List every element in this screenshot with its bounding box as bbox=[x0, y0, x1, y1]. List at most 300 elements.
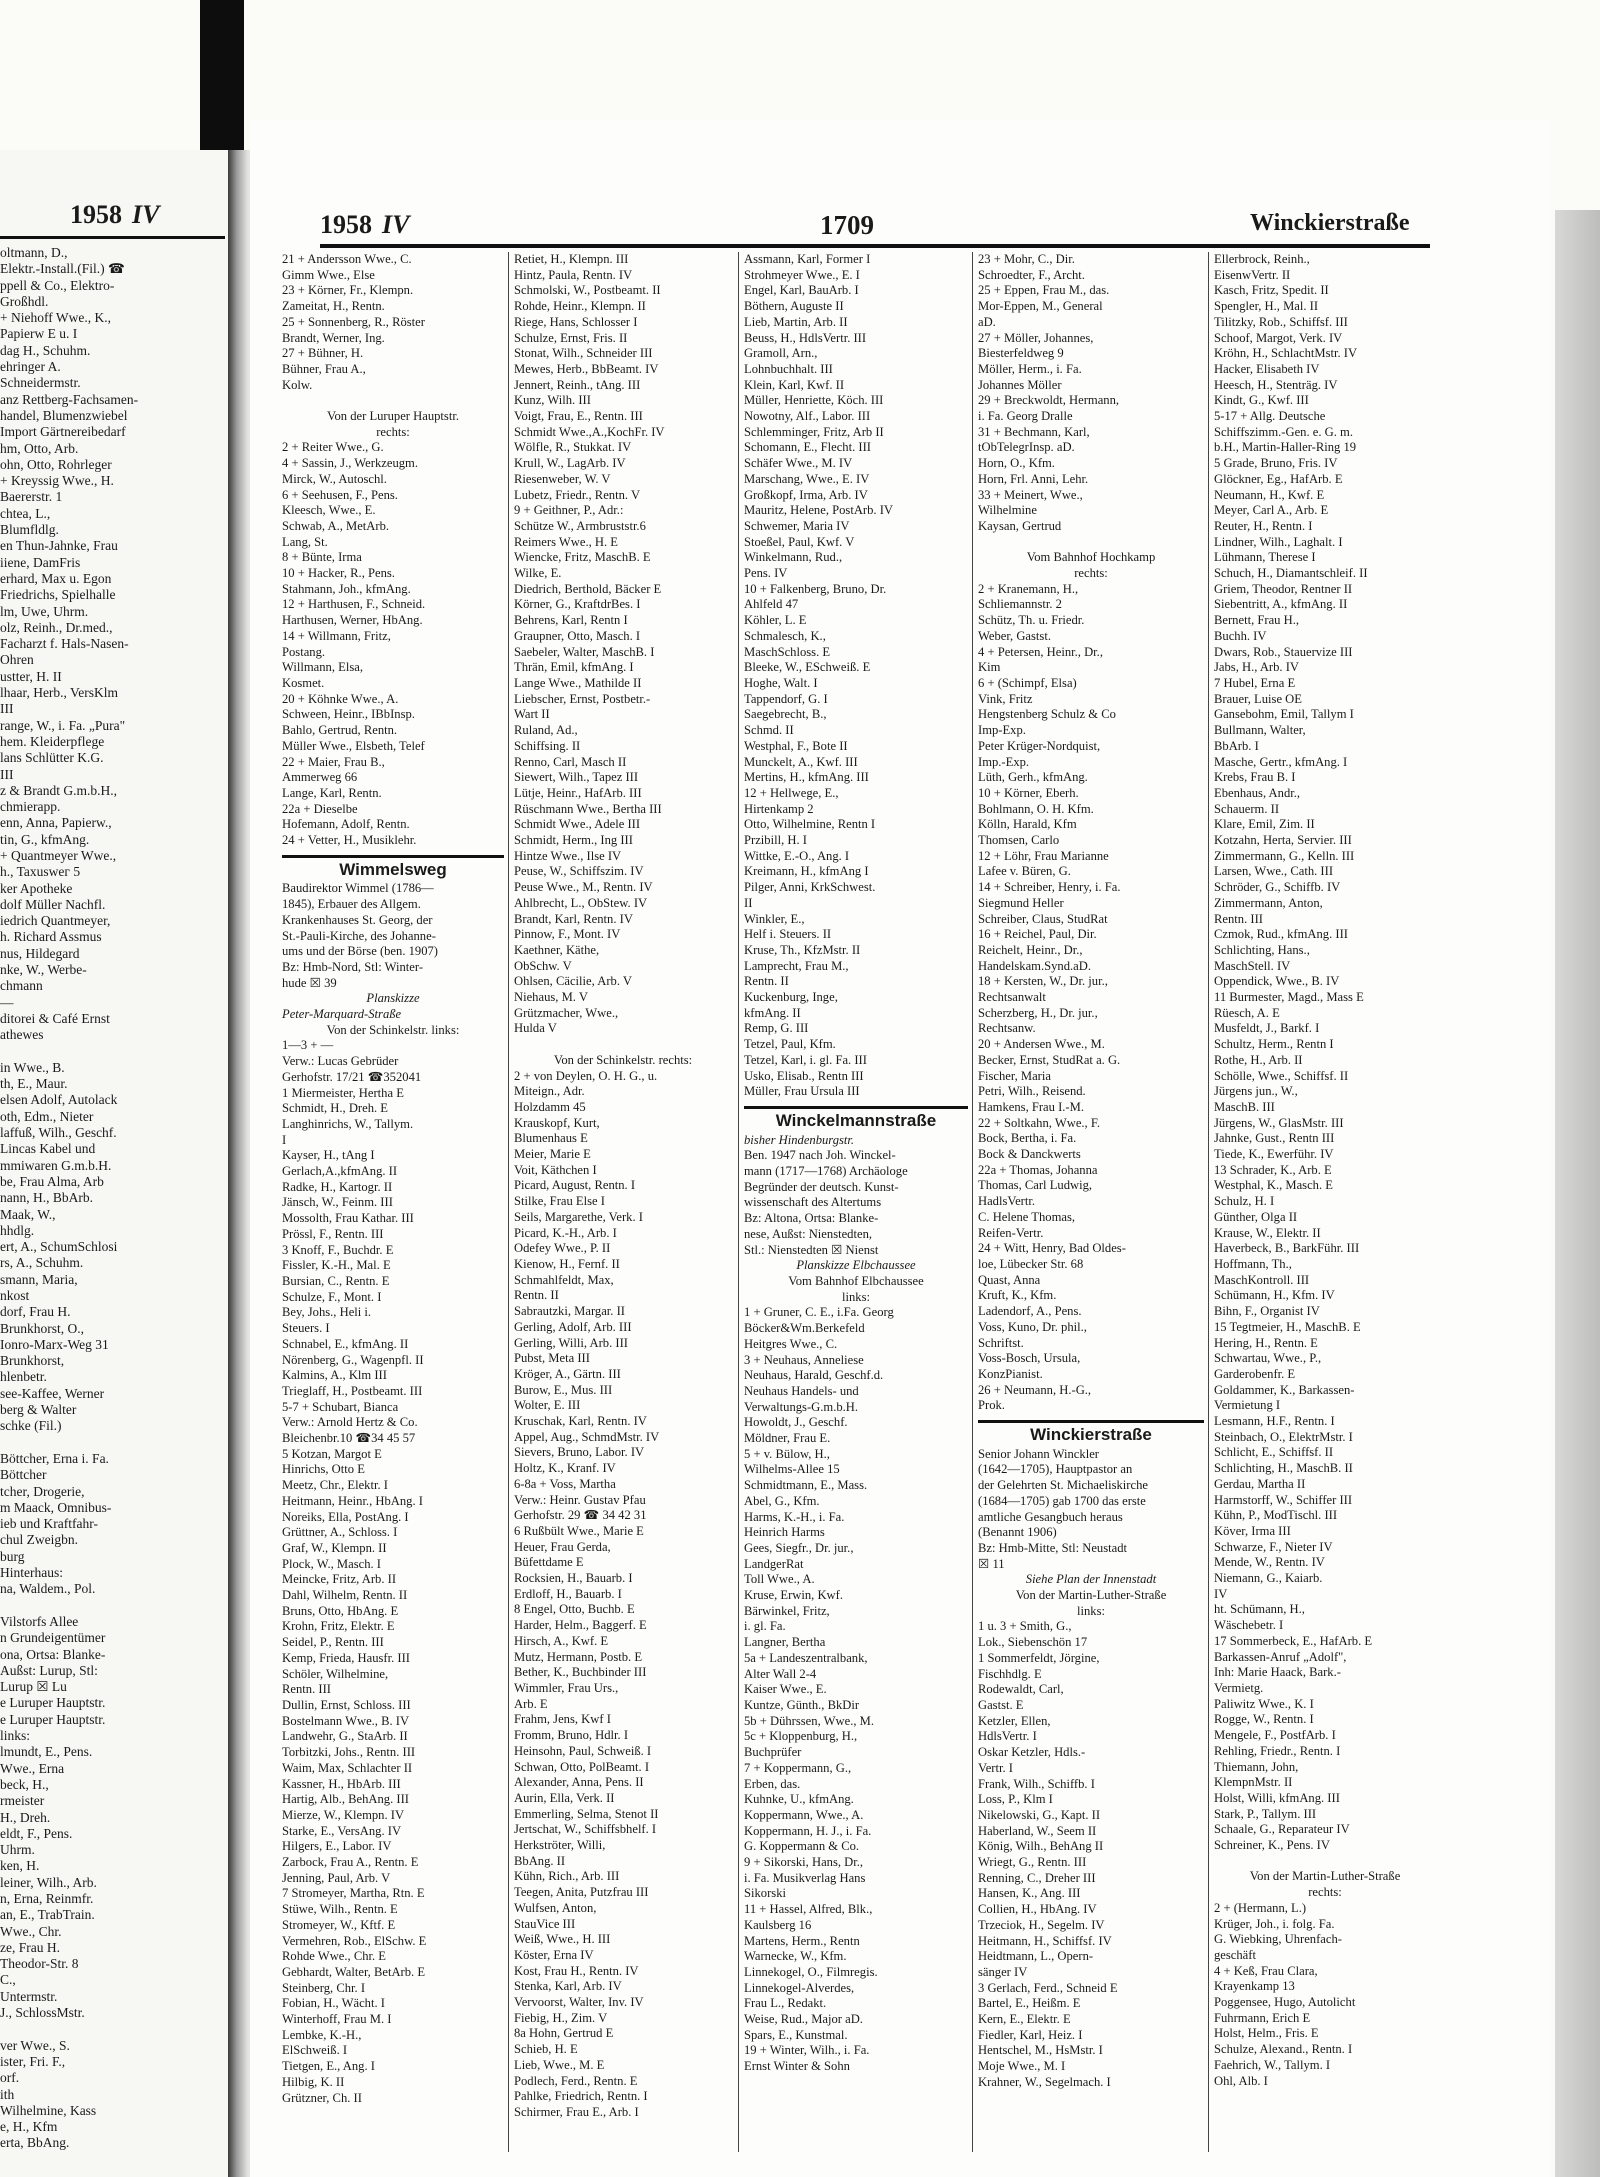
directory-entry: Wimmler, Frau Urs., bbox=[514, 1680, 619, 1695]
bookmark-ribbon bbox=[200, 0, 244, 150]
left-page-line: dorf, Frau H. bbox=[0, 1304, 71, 1320]
left-page-line: tin, G., kfmAng. bbox=[0, 831, 90, 847]
directory-entry: Reichelt, Heinr., Dr., bbox=[978, 942, 1083, 957]
left-page-line: nann, H., BbArb. bbox=[0, 1190, 93, 1206]
directory-entry: Wilhelmine bbox=[978, 503, 1037, 518]
directory-entry: Brandt, Werner, Ing. bbox=[282, 330, 385, 345]
directory-entry: rechts: bbox=[1074, 566, 1108, 581]
directory-entry: Schmd. II bbox=[744, 723, 794, 738]
directory-entry: Schäfer Wwe., M. IV bbox=[744, 456, 853, 471]
directory-entry: Gerhofstr. 29 ☎ 34 42 31 bbox=[514, 1508, 647, 1523]
left-page-line: h. Richard Assmus bbox=[0, 929, 102, 945]
directory-entry: Kruse, Erwin, Kwf. bbox=[744, 1588, 843, 1603]
directory-entry: Weiß, Wwe., H. III bbox=[514, 1932, 611, 1947]
directory-entry: Bostelmann Wwe., B. IV bbox=[282, 1713, 410, 1728]
directory-entry: Schwab, A., MetArb. bbox=[282, 518, 390, 533]
directory-entry: Rothe, H., Arb. II bbox=[1214, 1052, 1303, 1067]
directory-entry: Schümann, H., Kfm. IV bbox=[1214, 1288, 1335, 1303]
directory-entry: Siewert, Wilh., Tapez III bbox=[514, 770, 639, 785]
directory-entry: 16 + Reichel, Paul, Dir. bbox=[978, 927, 1097, 942]
directory-entry: Krankenhauses St. Georg, der bbox=[282, 912, 433, 927]
directory-entry: Bleichenbr.10 ☎34 45 57 bbox=[282, 1431, 416, 1446]
left-page-line: Facharzt f. Hals-Nasen- bbox=[0, 636, 129, 652]
directory-entry: 22 + Maier, Frau B., bbox=[282, 754, 385, 769]
directory-entry: Dullin, Ernst, Schloss. III bbox=[282, 1697, 411, 1712]
directory-entry: Buchh. IV bbox=[1214, 628, 1267, 643]
directory-entry: Jürgens, W., GlasMstr. III bbox=[1214, 1115, 1344, 1130]
left-page-column bbox=[0, 245, 226, 2175]
directory-entry: Kuhnke, U., kfmAng. bbox=[744, 1792, 854, 1807]
directory-entry: Thomas, Carl Ludwig, bbox=[978, 1178, 1093, 1193]
directory-entry: Ebenhaus, Andr., bbox=[1214, 785, 1301, 800]
directory-entry: Gastst. E bbox=[978, 1697, 1024, 1712]
directory-entry: Schütz, Th. u. Friedr. bbox=[978, 613, 1085, 628]
directory-entry: Kaethner, Käthe, bbox=[514, 942, 600, 957]
directory-entry: 6 + (Schimpf, Elsa) bbox=[978, 675, 1077, 690]
directory-entry: Arb. E bbox=[514, 1696, 548, 1711]
left-page-line: eldt, F., Pens. bbox=[0, 1825, 73, 1841]
left-page-line: athewes bbox=[0, 1027, 44, 1043]
directory-entry: Sievers, Bruno, Labor. IV bbox=[514, 1445, 645, 1460]
directory-entry: Kotzahn, Herta, Servier. III bbox=[1214, 833, 1352, 848]
directory-entry: Bihn, F., Organist IV bbox=[1214, 1304, 1320, 1319]
directory-entry: Fissler, K.-H., Mal. E bbox=[282, 1258, 391, 1273]
left-page-line: in Wwe., B. bbox=[0, 1059, 65, 1075]
directory-entry: i. Fa. Musikverlag Hans bbox=[744, 1870, 866, 1885]
directory-entry: Baudirektor Wimmel (1786— bbox=[282, 881, 434, 896]
directory-entry: Krebs, Frau B. I bbox=[1214, 770, 1296, 785]
left-page-line: H., Dreh. bbox=[0, 1809, 51, 1825]
left-page-line: lmundt, E., Pens. bbox=[0, 1744, 93, 1760]
directory-entry: Müller, Henriette, Köch. III bbox=[744, 393, 884, 408]
directory-entry: Mutz, Hermann, Postb. E bbox=[514, 1649, 643, 1664]
directory-entry: 10 + Hacker, R., Pens. bbox=[282, 566, 395, 581]
directory-entry: ElSchweiß. I bbox=[282, 2043, 348, 2058]
directory-entry: Krull, W., LagArb. IV bbox=[514, 456, 626, 471]
directory-entry: Vink, Fritz bbox=[978, 691, 1033, 706]
directory-entry: Lütje, Heinr., HafArb. III bbox=[514, 785, 642, 800]
directory-entry: Hofemann, Adolf, Rentn. bbox=[282, 817, 410, 832]
directory-entry: 23 + Körner, Fr., Klempn. bbox=[282, 283, 414, 298]
directory-entry: Erdloff, H., Bauarb. I bbox=[514, 1586, 622, 1601]
directory-entry: Stromeyer, W., Kftf. E bbox=[282, 1917, 396, 1932]
left-page-line: en Thun-Jahnke, Frau bbox=[0, 538, 118, 554]
directory-entry: (Benannt 1906) bbox=[978, 1525, 1057, 1540]
directory-entry: Quast, Anna bbox=[978, 1272, 1041, 1287]
directory-entry: 24 + Vetter, H., Musiklehr. bbox=[282, 833, 417, 848]
directory-entry: Lafee v. Büren, G. bbox=[978, 864, 1071, 879]
directory-entry: Schlicht, E., Schiffsf. II bbox=[1214, 1445, 1334, 1460]
directory-entry: Grüttner, A., Schloss. I bbox=[282, 1525, 398, 1540]
directory-entry: 5b + Dührssen, Wwe., M. bbox=[744, 1713, 874, 1728]
directory-entry: Tetzel, Karl, i. gl. Fa. III bbox=[744, 1052, 867, 1067]
directory-entry: Voigt, Frau, E., Rentn. III bbox=[514, 409, 643, 424]
directory-entry: Gimm Wwe., Else bbox=[282, 267, 375, 282]
left-page-line: mmiwaren G.m.b.H. bbox=[0, 1157, 112, 1173]
directory-entry: Kosmet. bbox=[282, 675, 325, 690]
directory-entry: Hintz, Paula, Rentn. IV bbox=[514, 267, 633, 282]
directory-entry: Stilke, Frau Else I bbox=[514, 1194, 605, 1209]
directory-entry: Neuhaus, Harald, Geschf.d. bbox=[744, 1368, 884, 1383]
directory-entry: der Gelehrten St. Michaeliskirche bbox=[978, 1478, 1148, 1493]
directory-entry: Gerdau, Martha II bbox=[1214, 1476, 1306, 1491]
left-page-line: Ionro-Marx-Weg 31 bbox=[0, 1336, 109, 1352]
left-page-rule bbox=[0, 236, 225, 239]
directory-entry: Büfettdame E bbox=[514, 1555, 584, 1570]
directory-entry: 27 + Möller, Johannes, bbox=[978, 330, 1094, 345]
directory-entry: Poggensee, Hugo, Autolicht bbox=[1214, 1995, 1356, 2010]
directory-entry: Kruft, K., Kfm. bbox=[978, 1288, 1057, 1303]
left-page-line: ister, Fri. F., bbox=[0, 2053, 66, 2069]
directory-entry: Bruns, Otto, HbAng. E bbox=[282, 1603, 399, 1618]
directory-entry: Frank, Wilh., Schiffb. I bbox=[978, 1776, 1095, 1791]
directory-entry: Dahl, Wilhelm, Rentn. II bbox=[282, 1588, 408, 1603]
directory-entry: Mor-Eppen, M., General bbox=[978, 299, 1103, 314]
directory-column-5 bbox=[1214, 252, 1436, 2172]
directory-entry: Bohlmann, O. H. Kfm. bbox=[978, 801, 1094, 816]
directory-entry: Jürgens jun., W., bbox=[1214, 1084, 1298, 1099]
directory-entry: (1642—1705), Hauptpastor an bbox=[978, 1462, 1133, 1477]
left-page-line: Ohren bbox=[0, 652, 34, 668]
directory-entry: Schmalesch, K., bbox=[744, 628, 826, 643]
directory-entry: Siebentritt, A., kfmAng. II bbox=[1214, 597, 1348, 612]
directory-entry: Renning, C., Dreher III bbox=[978, 1870, 1096, 1885]
directory-entry: Gebhardt, Walter, BetArb. E bbox=[282, 1964, 426, 1979]
directory-entry: Postang. bbox=[282, 644, 326, 659]
directory-entry: Goldammer, K., Barkassen- bbox=[1214, 1382, 1355, 1397]
directory-entry: Krauskopf, Kurt, bbox=[514, 1115, 600, 1130]
directory-entry: Voss-Bosch, Ursula, bbox=[978, 1351, 1081, 1366]
left-page-line: links: bbox=[0, 1728, 31, 1744]
directory-entry: Krause, W., Elektr. II bbox=[1214, 1225, 1321, 1240]
directory-entry: MaschStell. IV bbox=[1214, 958, 1291, 973]
directory-entry: Weise, Rud., Major aD. bbox=[744, 2012, 863, 2027]
directory-entry: Schnabel, E., kfmAng. II bbox=[282, 1336, 409, 1351]
directory-entry: Tietgen, E., Ang. I bbox=[282, 2059, 375, 2074]
directory-entry: Inh: Marie Haack, Bark.- bbox=[1214, 1665, 1341, 1680]
directory-entry: Westphal, K., Masch. E bbox=[1214, 1178, 1333, 1193]
left-page-line: nke, W., Werbe- bbox=[0, 962, 87, 978]
directory-entry: Lubetz, Friedr., Rentn. V bbox=[514, 487, 641, 502]
directory-entry: Lüth, Gerh., kfmAng. bbox=[978, 770, 1088, 785]
left-page-line: iiene, DamFris bbox=[0, 554, 81, 570]
directory-entry: Rentn. III bbox=[282, 1682, 331, 1697]
directory-entry: Meincke, Fritz, Arb. II bbox=[282, 1572, 397, 1587]
directory-entry: Bärwinkel, Fritz, bbox=[744, 1603, 830, 1618]
directory-entry: Peuse, W., Schiffszim. IV bbox=[514, 864, 644, 879]
directory-entry: 10 + Körner, Eberh. bbox=[978, 785, 1079, 800]
directory-entry: Alter Wall 2-4 bbox=[744, 1666, 817, 1681]
directory-entry: Ernst Winter & Sohn bbox=[744, 2059, 850, 2074]
left-page-volume: IV bbox=[132, 200, 160, 229]
directory-entry: Senior Johann Winckler bbox=[978, 1446, 1099, 1461]
directory-entry: Möller, Herm., i. Fa. bbox=[978, 361, 1082, 376]
directory-entry: 33 + Meinert, Wwe., bbox=[978, 487, 1083, 502]
directory-entry: Vertr. I bbox=[978, 1760, 1013, 1775]
left-page-line: rs, A., Schuhm. bbox=[0, 1255, 84, 1271]
directory-entry: I bbox=[282, 1132, 287, 1147]
directory-entry: Neuhaus Handels- und bbox=[744, 1383, 859, 1398]
left-page-line: ith bbox=[0, 2086, 15, 2102]
directory-entry: Schiffsing. II bbox=[514, 738, 581, 753]
directory-entry: Gees, Siegfr., Dr. jur., bbox=[744, 1540, 854, 1555]
directory-entry: Kuckenburg, Inge, bbox=[744, 990, 838, 1005]
directory-entry: Fiedler, Karl, Heiz. I bbox=[978, 2027, 1083, 2042]
directory-entry: Mende, W., Rentn. IV bbox=[1214, 1555, 1325, 1570]
directory-entry: Meier, Marie E bbox=[514, 1147, 591, 1162]
left-page-line bbox=[0, 1435, 226, 1451]
directory-entry: 25 + Eppen, Frau M., das. bbox=[978, 283, 1110, 298]
directory-entry: 1 Miermeister, Hertha E bbox=[282, 1085, 404, 1100]
directory-entry: Bether, K., Buchbinder III bbox=[514, 1665, 647, 1680]
directory-entry: Lange, Karl, Rentn. bbox=[282, 785, 382, 800]
directory-entry: Kern, E., Elektr. E bbox=[978, 2012, 1071, 2027]
directory-entry: Riesenweber, W. V bbox=[514, 471, 611, 486]
directory-entry: Mewes, Herb., BbBeamt. IV bbox=[514, 361, 659, 376]
directory-entry: Gerlach,A.,kfmAng. II bbox=[282, 1164, 398, 1179]
directory-entry: BbAng. II bbox=[514, 1853, 566, 1868]
left-page-line: Außst: Lurup, Stl: bbox=[0, 1662, 98, 1678]
directory-entry: Kaysan, Gertrud bbox=[978, 518, 1062, 533]
directory-entry: 5 + v. Bülow, H., bbox=[744, 1446, 830, 1461]
directory-entry: 6-8a + Voss, Martha bbox=[514, 1476, 616, 1491]
directory-entry: Hansen, K., Ang. III bbox=[978, 1886, 1081, 1901]
left-page-line: ver Wwe., S. bbox=[0, 2037, 70, 2053]
left-page-line: Hinterhaus: bbox=[0, 1565, 63, 1581]
left-page-line: burg bbox=[0, 1548, 25, 1564]
directory-entry: i. gl. Fa. bbox=[744, 1619, 786, 1634]
directory-entry: Willmann, Elsa, bbox=[282, 660, 363, 675]
directory-entry: Ahlbrecht, L., ObStew. IV bbox=[514, 895, 648, 910]
directory-entry: Schulze, Ernst, Fris. II bbox=[514, 330, 628, 345]
directory-entry: Planskizze Elbchaussee bbox=[796, 1258, 916, 1273]
left-page-line: Blumfldlg. bbox=[0, 522, 59, 538]
directory-entry: Westphal, F., Bote II bbox=[744, 738, 848, 753]
left-page-line: hm, Otto, Arb. bbox=[0, 440, 79, 456]
directory-entry: Möldner, Frau E. bbox=[744, 1431, 831, 1446]
directory-entry: Fischer, Maria bbox=[978, 1068, 1051, 1083]
directory-entry: Johannes Möller bbox=[978, 377, 1062, 392]
directory-entry: Herkströter, Willi, bbox=[514, 1838, 606, 1853]
directory-entry: Saebeler, Walter, MaschB. I bbox=[514, 644, 655, 659]
directory-entry: Stl.: Nienstedten ☒ Nienst bbox=[744, 1242, 879, 1257]
directory-entry: Kim bbox=[978, 660, 1001, 675]
directory-entry: Brauer, Luise OE bbox=[1214, 691, 1302, 706]
directory-entry: Niehaus, M. V bbox=[514, 990, 588, 1005]
directory-entry: rechts: bbox=[1308, 1885, 1342, 1900]
left-page-line: rmeister bbox=[0, 1793, 45, 1809]
left-page-line: be, Frau Alma, Arb bbox=[0, 1173, 104, 1189]
directory-entry: Imp.-Exp. bbox=[978, 754, 1030, 769]
directory-entry: Waim, Max, Schlachter II bbox=[282, 1760, 413, 1775]
directory-entry: Koppermann, Wwe., A. bbox=[744, 1807, 864, 1822]
left-page-line: elsen Adolf, Autolack bbox=[0, 1092, 118, 1108]
directory-entry: Stonat, Wilh., Schneider III bbox=[514, 346, 653, 361]
left-page-line: lhaar, Herb., VersKlm bbox=[0, 685, 119, 701]
directory-entry: Heitmann, H., Schiffsf. IV bbox=[978, 1933, 1112, 1948]
directory-entry: Krahner, W., Segelmach. I bbox=[978, 2074, 1111, 2089]
directory-entry: Fobian, H., Wächt. I bbox=[282, 1996, 385, 2011]
directory-entry: Spengler, H., Mal. II bbox=[1214, 299, 1319, 314]
left-page-line: hhdlg. bbox=[0, 1222, 35, 1238]
directory-entry: Schwarze, F., Nieter IV bbox=[1214, 1539, 1333, 1554]
directory-entry: Stüwe, Wilh., Rentn. E bbox=[282, 1902, 398, 1917]
directory-entry: Usko, Elisab., Rentn III bbox=[744, 1068, 864, 1083]
directory-entry: Kassner, H., HbArb. III bbox=[282, 1776, 401, 1791]
directory-entry: Bleeke, W., ESchweiß. E bbox=[744, 660, 871, 675]
directory-entry: Jenning, Paul, Arb. V bbox=[282, 1870, 391, 1885]
directory-entry: Schmidtmann, E., Mass. bbox=[744, 1478, 868, 1493]
directory-entry: Siehe Plan der Innenstadt bbox=[1025, 1572, 1157, 1587]
left-page-line: Untermstr. bbox=[0, 1988, 58, 2004]
directory-entry: Petri, Wilh., Reisend. bbox=[978, 1084, 1086, 1099]
left-page-line: ken, H. bbox=[0, 1858, 40, 1874]
left-page-line: z & Brandt G.m.b.H., bbox=[0, 782, 117, 798]
directory-entry: Verw.: Heinr. Gustav Pfau bbox=[514, 1492, 646, 1507]
directory-entry: Lohnbuchhalt. III bbox=[744, 361, 833, 376]
directory-entry: Linnekogel-Alverdes, bbox=[744, 1980, 855, 1995]
directory-entry: Schröder, G., Schiffb. IV bbox=[1214, 880, 1341, 895]
directory-entry: 23 + Mohr, C., Dir. bbox=[978, 252, 1075, 266]
directory-entry: Oskar Ketzler, Hdls.- bbox=[978, 1745, 1086, 1760]
directory-entry: Sabrautzki, Margar. II bbox=[514, 1304, 625, 1319]
directory-entry: 8a Hohn, Gertrud E bbox=[514, 2026, 614, 2041]
left-page-line: + Quantmeyer Wwe., bbox=[0, 847, 117, 863]
directory-entry: Grützner, Ch. II bbox=[282, 2090, 362, 2105]
directory-entry: Lembke, K.-H., bbox=[282, 2027, 362, 2042]
directory-entry: Saegebrecht, B., bbox=[744, 707, 827, 722]
directory-entry: Heitmann, Heinr., HbAng. I bbox=[282, 1493, 423, 1508]
directory-entry: Niemann, G., Kaiarb. bbox=[1214, 1571, 1323, 1586]
directory-entry: 5-17 + Allg. Deutsche bbox=[1214, 409, 1326, 424]
directory-entry: Ruland, Ad., bbox=[514, 723, 578, 738]
directory-entry: Kalmins, A., Klm III bbox=[282, 1368, 387, 1383]
left-page-line: e Luruper Hauptstr. bbox=[0, 1695, 106, 1711]
directory-entry: Ladendorf, A., Pens. bbox=[978, 1304, 1082, 1319]
directory-entry: Buchprüfer bbox=[744, 1745, 802, 1760]
directory-entry: Seidel, P., Rentn. III bbox=[282, 1635, 384, 1650]
directory-entry: Steinberg, Chr. I bbox=[282, 1980, 366, 1995]
directory-entry: Hengstenberg Schulz & Co bbox=[978, 707, 1116, 722]
directory-entry: Jertschat, W., Schiffsbhelf. I bbox=[514, 1822, 657, 1837]
directory-entry: Wittke, E.-O., Ang. I bbox=[744, 848, 850, 863]
directory-entry: Schreiner, K., Pens. IV bbox=[1214, 1838, 1330, 1853]
directory-entry: MaschB. III bbox=[1214, 1099, 1275, 1114]
directory-entry: Nörenberg, G., Wagenpfl. II bbox=[282, 1352, 424, 1367]
directory-entry: IV bbox=[1214, 1586, 1228, 1601]
left-page-line: lans Schlütter K.G. bbox=[0, 750, 104, 766]
directory-entry: Hirsch, A., Kwf. E bbox=[514, 1633, 609, 1648]
directory-entry: Kolw. bbox=[282, 377, 313, 392]
directory-entry: Winkelmann, Rud., bbox=[744, 550, 843, 565]
directory-entry: Hilbig, K. II bbox=[282, 2074, 345, 2089]
directory-entry: Schöler, Wilhelmine, bbox=[282, 1666, 389, 1681]
directory-entry: Frau L., Redakt. bbox=[744, 1996, 827, 2011]
directory-entry: Wilhelms-Allee 15 bbox=[744, 1462, 840, 1477]
directory-entry: Schwan, Otto, PolBeamt. I bbox=[514, 1759, 650, 1774]
directory-entry: Musfeldt, J., Barkf. I bbox=[1214, 1021, 1320, 1036]
directory-entry: Hinrichs, Otto E bbox=[282, 1462, 365, 1477]
directory-entry: Plock, W., Masch. I bbox=[282, 1556, 381, 1571]
directory-entry: 5 Grade, Bruno, Fris. IV bbox=[1214, 456, 1338, 471]
left-page-line: ieb und Kraftfahr- bbox=[0, 1516, 98, 1532]
directory-entry: Kienow, H., Fernf. II bbox=[514, 1257, 620, 1271]
header-street: Winckierstraße bbox=[1250, 210, 1410, 236]
directory-entry: Kunz, Wilh. III bbox=[514, 393, 591, 408]
directory-entry: Zimmermann, G., Kelln. III bbox=[1214, 848, 1355, 863]
directory-entry: Linnekogel, O., Filmregis. bbox=[744, 1964, 878, 1979]
directory-entry: Pens. IV bbox=[744, 566, 788, 581]
column-separator bbox=[508, 252, 509, 2152]
directory-entry: Krayenkamp 13 bbox=[1214, 1979, 1295, 1994]
left-page-line: hlenbetr. bbox=[0, 1369, 47, 1385]
directory-entry: Garderobenfr. E bbox=[1214, 1366, 1296, 1381]
directory-entry: Kühn, Rich., Arb. III bbox=[514, 1869, 620, 1884]
directory-entry: Behrens, Karl, Rentn I bbox=[514, 613, 628, 628]
directory-entry: Hoghe, Walt. I bbox=[744, 675, 818, 690]
directory-entry: Vermehren, Rob., ElSchw. E bbox=[282, 1933, 427, 1948]
left-page-year: 1958 bbox=[70, 200, 122, 229]
directory-entry: 31 + Bechmann, Karl, bbox=[978, 424, 1090, 439]
directory-entry bbox=[282, 393, 504, 409]
left-page-line: Wilhelmine, Kass bbox=[0, 2102, 97, 2118]
directory-entry: 9 + Sikorski, Hans, Dr., bbox=[744, 1855, 864, 1870]
directory-entry: (1684—1705) gab 1700 das erste bbox=[978, 1493, 1146, 1508]
directory-entry: MaschKontroll. III bbox=[1214, 1272, 1310, 1287]
left-page-line: erta, BbAng. bbox=[0, 2135, 70, 2151]
directory-entry: Schölle, Wwe., Schiffsf. II bbox=[1214, 1068, 1349, 1083]
directory-entry: Köster, Erna IV bbox=[514, 1947, 594, 1962]
left-page-line: chtea, L., bbox=[0, 505, 51, 521]
directory-entry: Hartig, Alb., BehAng. III bbox=[282, 1792, 409, 1807]
directory-entry: Lesmann, H.F., Rentn. I bbox=[1214, 1414, 1335, 1429]
directory-entry: Winterhoff, Frau M. I bbox=[282, 2012, 392, 2027]
left-page-line: Elektr.-Install.(Fil.) ☎ bbox=[0, 261, 125, 277]
directory-entry: HdlsVertr. I bbox=[978, 1729, 1037, 1744]
directory-entry: Przibill, H. I bbox=[744, 833, 807, 848]
directory-entry: Riege, Hans, Schlosser I bbox=[514, 314, 638, 329]
left-page-line: lm, Uwe, Uhrm. bbox=[0, 603, 89, 619]
left-page-line: Maak, W., bbox=[0, 1206, 56, 1222]
directory-column-3 bbox=[744, 252, 968, 2172]
directory-entry: Stenka, Karl, Arb. IV bbox=[514, 1979, 622, 1994]
directory-entry: Reuter, H., Rentn. I bbox=[1214, 518, 1313, 533]
directory-entry: Kleesch, Wwe., E. bbox=[282, 503, 376, 518]
directory-entry: Schieb, H. E bbox=[514, 2042, 578, 2057]
directory-entry: Faehrich, W., Tallym. I bbox=[1214, 2057, 1331, 2072]
directory-entry: Prok. bbox=[978, 1398, 1005, 1413]
directory-column-4 bbox=[978, 252, 1204, 2172]
directory-entry: Handelskam.Synd.aD. bbox=[978, 958, 1091, 973]
directory-entry: Lok., Siebenschön 17 bbox=[978, 1635, 1088, 1650]
left-page-line: + Kreyssig Wwe., H. bbox=[0, 473, 114, 489]
directory-entry: Schween, Heinr., IBbInsp. bbox=[282, 707, 415, 722]
directory-entry: Hoffmann, Th., bbox=[1214, 1257, 1292, 1271]
directory-entry: Pinnow, F., Mont. IV bbox=[514, 927, 621, 942]
directory-entry: Thrän, Emil, kfmAng. I bbox=[514, 660, 634, 675]
page-number: 1709 bbox=[820, 210, 874, 240]
directory-entry: Marschang, Wwe., E. IV bbox=[744, 471, 870, 486]
directory-entry: Köver, Irma III bbox=[1214, 1523, 1291, 1538]
directory-entry: Seils, Margarethe, Verk. I bbox=[514, 1209, 643, 1224]
directory-entry: Gansebohm, Emil, Tallym I bbox=[1214, 707, 1354, 722]
directory-entry: Voit, Käthchen I bbox=[514, 1162, 597, 1177]
directory-entry: Fuhrmann, Erich E bbox=[1214, 2010, 1311, 2025]
directory-entry: Kayser, H., tAng I bbox=[282, 1148, 375, 1163]
directory-entry: Ohlsen, Cäcilie, Arb. V bbox=[514, 974, 632, 989]
left-page-line: III bbox=[0, 766, 14, 782]
directory-entry: Otto, Wilhelmine, Rentn I bbox=[744, 817, 876, 832]
